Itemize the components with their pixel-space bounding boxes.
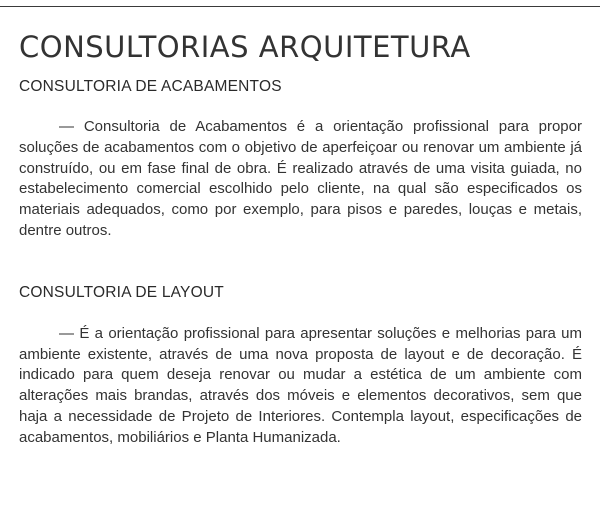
- document-body: [19, 30, 582, 449]
- section-heading-layout: CONSULTORIA DE LAYOUT: [19, 283, 224, 301]
- section-paragraph-layout: [19, 324, 582, 449]
- section-text-layout: — É a orientação profissional para apresentar soluções e melhorias para um ambiente existente, através de uma nova proposta de layout e de decoração. É indicado para quem deseja renovar ou mudar a estética de um ambiente com alterações mais brandas, através dos móveis e elementos decorativos, sem que haja a necessidade de Projeto de Interiores. Contempla layout, especificações de acabamentos, mobiliários e Planta Humanizada.: [19, 324, 582, 446]
- section-acabamentos: [19, 77, 582, 242]
- section-heading-acabamentos: CONSULTORIA DE ACABAMENTOS: [19, 78, 282, 95]
- top-divider: [0, 6, 600, 7]
- section-layout: [19, 283, 582, 449]
- page-title: CONSULTORIAS ARQUITETURA: [19, 30, 471, 64]
- section-text-acabamentos: — Consultoria de Acabamentos é a orientação profissional para propor soluções de acabamentos com o objetivo de aperfeiçoar ou renovar um ambiente já construído, ou em fase final de obra. É realizado através de uma visita guiada, no estabelecimento comercial escolhido pelo cliente, na qual são especificados os materiais adequados, como por exemplo, para pisos e paredes, louças e metais, dentre outros.: [19, 118, 582, 239]
- section-paragraph-acabamentos: [19, 117, 582, 242]
